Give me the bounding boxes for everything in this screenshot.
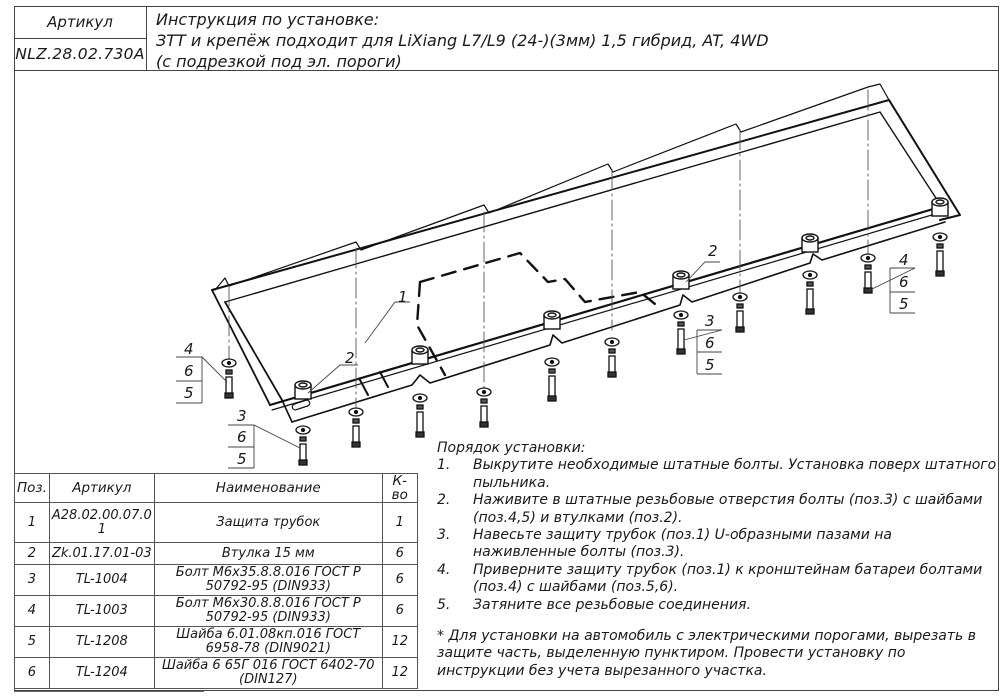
bushing-6 bbox=[932, 198, 948, 216]
cell-qty: 12 bbox=[382, 658, 417, 689]
table-row bbox=[15, 503, 418, 543]
step-5 bbox=[437, 597, 997, 614]
step-number: 3. bbox=[437, 527, 451, 544]
article-code: NLZ.28.02.730A bbox=[14, 38, 147, 70]
stack-a-pos-top: 4 bbox=[184, 340, 194, 358]
cell-pos: 6 bbox=[15, 658, 50, 689]
table-row bbox=[15, 596, 418, 627]
step-text: Навесьте защиту трубок (поз.1) U-образными пазами на наживленные болты (поз.3). bbox=[473, 527, 892, 561]
step-2 bbox=[437, 492, 997, 527]
stack-c-pos-bot: 5 bbox=[705, 356, 715, 374]
plate-skirt bbox=[282, 222, 945, 422]
title-line-3: (с подрезкой под эл. пороги) bbox=[156, 52, 402, 71]
bushing-4 bbox=[673, 271, 689, 289]
cell-name: Болт М6х30.8.8.016 ГОСТ Р 50792-95 (DIN933) bbox=[154, 596, 382, 627]
cell-qty: 12 bbox=[382, 627, 417, 658]
cell-pos: 1 bbox=[15, 503, 50, 543]
col-name: Наименование bbox=[154, 474, 382, 503]
step-3 bbox=[437, 527, 997, 562]
installation-steps bbox=[437, 440, 997, 680]
step-number: 2. bbox=[437, 492, 451, 509]
step-text: Выкрутите необходимые штатные болты. Установка поверх штатного пыльника. bbox=[473, 457, 997, 491]
bushing-3 bbox=[544, 311, 560, 329]
table-row bbox=[15, 543, 418, 565]
cell-name: Шайба 6 65Г 016 ГОСТ 6402-70 (DIN127) bbox=[154, 658, 382, 689]
cell-article: Zk.01.17.01-03 bbox=[49, 543, 154, 565]
step-4 bbox=[437, 562, 997, 597]
cell-article: TL-1003 bbox=[49, 596, 154, 627]
stack-a-pos-mid: 6 bbox=[184, 362, 194, 380]
bushing-2 bbox=[412, 346, 428, 364]
step-number: 1. bbox=[437, 457, 451, 474]
stack-b-pos-mid: 6 bbox=[237, 428, 247, 446]
cell-pos: 4 bbox=[15, 596, 50, 627]
stack-d-pos-bot: 5 bbox=[899, 295, 909, 313]
cell-name: Шайба 6.01.08кп.016 ГОСТ 6958-78 (DIN9021) bbox=[154, 627, 382, 658]
step-number: 5. bbox=[437, 596, 451, 613]
spec-header-row bbox=[15, 474, 418, 503]
cell-pos: 2 bbox=[15, 543, 50, 565]
cell-article: A28.02.00.07.0 1 bbox=[49, 503, 154, 543]
cell-article: TL-1208 bbox=[49, 627, 154, 658]
table-row bbox=[15, 627, 418, 658]
stack-d-pos-mid: 6 bbox=[899, 273, 909, 291]
stack-c-pos-top: 3 bbox=[705, 312, 715, 330]
bushing-1 bbox=[295, 381, 311, 399]
col-qty: К-во bbox=[382, 474, 417, 503]
plate-left-side bbox=[212, 290, 282, 405]
step-text: Затяните все резьбовые соединения. bbox=[473, 596, 751, 613]
step-number: 4. bbox=[437, 561, 451, 578]
stack-c-pos-mid: 6 bbox=[705, 334, 715, 352]
title-line-1: Инструкция по установке: bbox=[156, 10, 380, 29]
cell-pos: 5 bbox=[15, 627, 50, 658]
cell-name: Болт М6х35.8.8.016 ГОСТ Р 50792-95 (DIN933) bbox=[154, 565, 382, 596]
step-text: Приверните защиту трубок (поз.1) к кронштейнам батареи болтами (поз.4) с шайбами (поз.5,6). bbox=[473, 561, 983, 596]
stack-a-pos-bot: 5 bbox=[184, 384, 194, 402]
step-1 bbox=[437, 457, 997, 492]
plate-top-flange bbox=[215, 84, 889, 290]
cell-qty: 6 bbox=[382, 543, 417, 565]
table-row bbox=[15, 565, 418, 596]
article-label: Артикул bbox=[14, 6, 147, 39]
cell-name: Втулка 15 мм bbox=[154, 543, 382, 565]
cell-qty: 6 bbox=[382, 565, 417, 596]
step-text: Наживите в штатные резьбовые отверстия болты (поз.3) с шайбами (поз.4,5) и втулками (поз.2). bbox=[473, 492, 983, 526]
callout-bushing-left: 2 bbox=[345, 349, 355, 367]
title-line-2: ЗТТ и крепёж подходит для LiXiang L7/L9 (24-)(3мм) 1,5 гибрид, AT, 4WD bbox=[156, 31, 769, 50]
stack-b-pos-bot: 5 bbox=[237, 450, 247, 468]
cell-qty: 1 bbox=[382, 503, 417, 543]
col-article: Артикул bbox=[49, 474, 154, 503]
plate-lower-edge-2 bbox=[272, 212, 942, 410]
plate-inner-edge bbox=[225, 112, 945, 302]
cell-qty: 6 bbox=[382, 596, 417, 627]
stack-b-pos-top: 3 bbox=[237, 407, 247, 425]
cell-pos: 3 bbox=[15, 565, 50, 596]
stack-d-pos-top: 4 bbox=[899, 251, 909, 269]
bushing-5 bbox=[802, 234, 818, 252]
steps-heading: Порядок установки: bbox=[437, 440, 586, 456]
spec-table bbox=[14, 473, 418, 689]
plate-lower-edge bbox=[270, 207, 940, 405]
callout-bushing-right: 2 bbox=[708, 242, 718, 260]
table-row bbox=[15, 658, 418, 689]
cell-name: Защита трубок bbox=[154, 503, 382, 543]
cell-article: TL-1204 bbox=[49, 658, 154, 689]
callout-part-1: 1 bbox=[398, 288, 408, 306]
col-pos: Поз. bbox=[15, 474, 50, 503]
plate-upper-edge bbox=[212, 100, 960, 290]
bottom-divider bbox=[14, 691, 204, 692]
bolt-stacks bbox=[222, 233, 947, 465]
cell-article: TL-1004 bbox=[49, 565, 154, 596]
cutout-note: * Для установки на автомобиль с электрическими порогами, вырезать в защите часть, выделенную пунктиром. Провести установку по инструкции без учета вырезанного участка. bbox=[437, 628, 976, 679]
